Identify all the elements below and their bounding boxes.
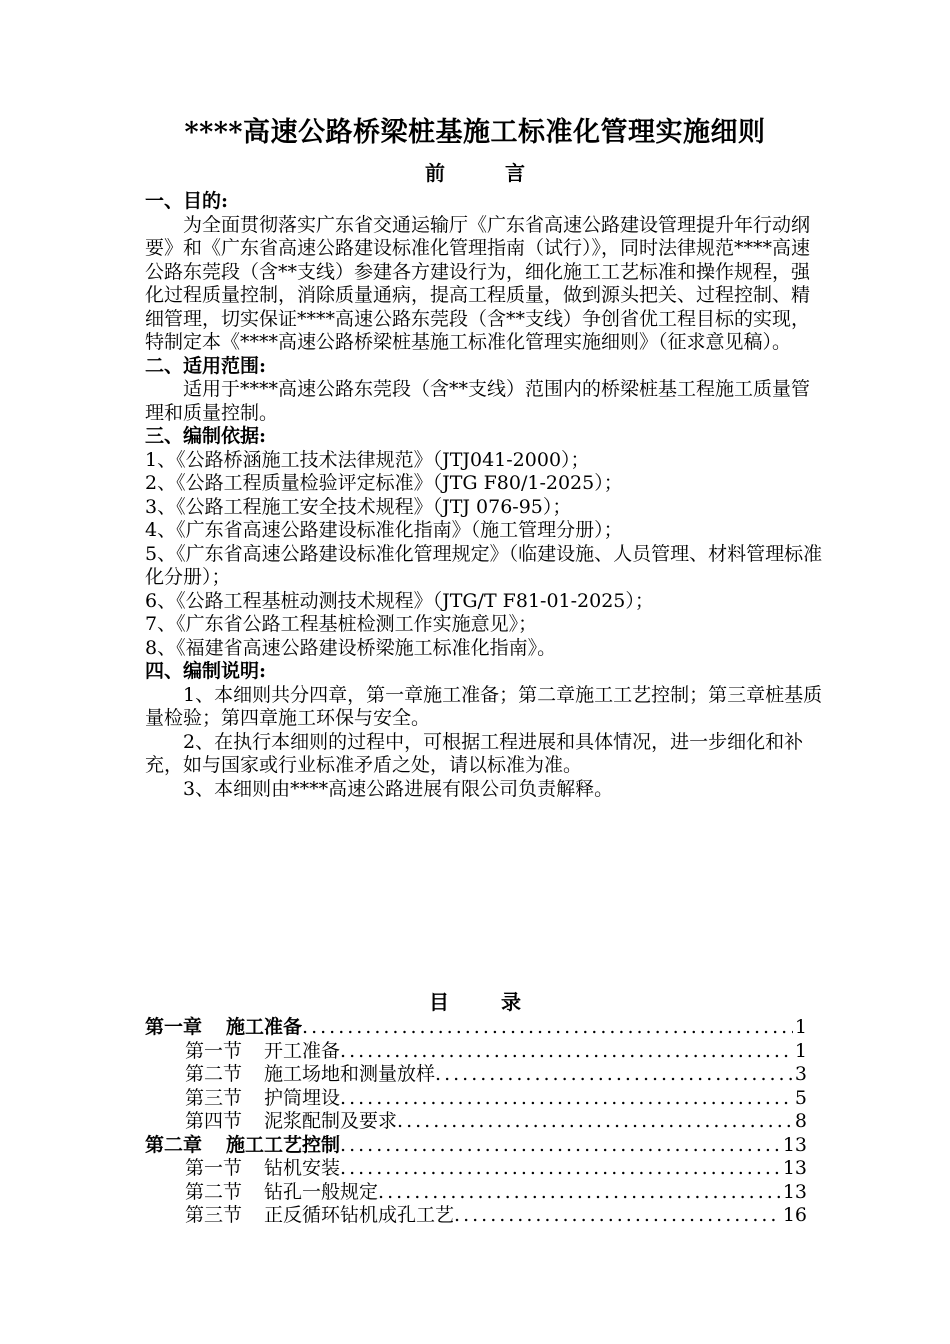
toc-leader-dots bbox=[435, 1063, 793, 1087]
toc-entry-number: 第二节 bbox=[185, 1063, 243, 1085]
toc-entry-page: 1 bbox=[794, 1039, 807, 1062]
toc-entry-label: 正反循环钻机成孔工艺 bbox=[264, 1204, 455, 1226]
section-heading-basis: 三、编制依据: bbox=[145, 425, 267, 447]
toc-entry-page: 8 bbox=[794, 1110, 807, 1132]
basis-item: 2、《公路工程质量检验评定标准》（JTG F80/1-2025）； bbox=[145, 472, 623, 494]
toc-entry-number: 第一节 bbox=[185, 1157, 243, 1179]
toc-entry-label: 开工准备 bbox=[264, 1039, 341, 1062]
section-heading-notes: 四、编制说明: bbox=[145, 660, 267, 682]
scope-paragraph: 适用于****高速公路东莞段（含**支线）范围内的桥梁桩基工程施工质量管理和质量控制。 bbox=[145, 378, 811, 424]
toc-entry-label: 施工工艺控制 bbox=[226, 1133, 341, 1156]
toc-leader-dots bbox=[340, 1087, 793, 1111]
basis-item: 6、《公路工程基桩动测技术规程》（JTG/T F81-01-2025）； bbox=[145, 589, 654, 612]
toc-leader-dots bbox=[340, 1134, 781, 1158]
table-of-contents bbox=[145, 1016, 807, 1228]
section-heading-purpose: 一、目的: bbox=[145, 190, 229, 212]
toc-entry-page: 16 bbox=[782, 1204, 807, 1226]
toc-entry-label: 泥浆配制及要求 bbox=[264, 1110, 398, 1132]
toc-section-entry[interactable] bbox=[145, 1110, 807, 1134]
basis-item: 8、《福建省高速公路建设桥梁施工标准化指南》。 bbox=[145, 636, 557, 659]
toc-entry-page: 13 bbox=[782, 1133, 807, 1156]
toc-section-entry[interactable] bbox=[145, 1087, 807, 1111]
toc-section-entry[interactable] bbox=[145, 1204, 807, 1228]
toc-entry-number: 第三节 bbox=[185, 1204, 243, 1226]
toc-entry-number: 第四节 bbox=[185, 1110, 243, 1132]
toc-entry-page: 3 bbox=[794, 1063, 807, 1085]
basis-item: 5、《广东省高速公路建设标准化管理规定》（临建设施、人员管理、材料管理标准化分册）； bbox=[145, 542, 823, 588]
basis-item: 7、《广东省公路工程基桩检测工作实施意见》； bbox=[145, 613, 538, 635]
toc-chapter-entry[interactable] bbox=[145, 1134, 807, 1158]
toc-leader-dots bbox=[454, 1204, 781, 1228]
toc-leader-dots bbox=[340, 1157, 781, 1181]
preface-heading: 前言 bbox=[425, 161, 585, 185]
document-title: ****高速公路桥梁桩基施工标准化管理实施细则 bbox=[184, 117, 766, 148]
notes-item: 2、在执行本细则的过程中，可根据工程进展和具体情况，进一步细化和补充，如与国家或行业标准矛盾之处，请以标准为准。 bbox=[145, 730, 804, 776]
toc-entry-number: 第一节 bbox=[185, 1039, 243, 1062]
basis-item: 4、《广东省高速公路建设标准化指南》（施工管理分册）； bbox=[145, 519, 623, 541]
toc-section-entry[interactable] bbox=[145, 1181, 807, 1205]
toc-section-entry[interactable] bbox=[145, 1063, 807, 1087]
toc-leader-dots bbox=[340, 1040, 793, 1064]
toc-section-entry[interactable] bbox=[145, 1040, 807, 1064]
toc-entry-label: 钻孔一般规定 bbox=[264, 1180, 379, 1203]
basis-item: 3、《公路工程施工安全技术规程》（JTJ 076-95）； bbox=[145, 495, 572, 518]
toc-entry-number: 第二节 bbox=[185, 1180, 243, 1203]
toc-entry-page: 1 bbox=[794, 1016, 807, 1038]
toc-entry-label: 施工准备 bbox=[226, 1016, 303, 1038]
toc-leader-dots bbox=[302, 1016, 793, 1040]
notes-item: 1、本细则共分四章，第一章施工准备；第二章施工工艺控制；第三章桩基质量检验；第四章施工环保与安全。 bbox=[145, 683, 823, 729]
toc-entry-number: 第一章 bbox=[145, 1016, 203, 1038]
basis-item: 1、《公路桥涵施工技术法律规范》（JTJ041-2000）； bbox=[145, 448, 590, 471]
toc-entry-page: 13 bbox=[782, 1157, 807, 1179]
toc-entry-number: 第二章 bbox=[145, 1133, 203, 1156]
section-heading-scope: 二、适用范围: bbox=[145, 354, 267, 377]
toc-entry-page: 13 bbox=[782, 1180, 807, 1203]
toc-entry-label: 施工场地和测量放样 bbox=[264, 1063, 436, 1085]
toc-entry-label: 护筒埋设 bbox=[264, 1086, 341, 1109]
notes-item: 3、本细则由****高速公路进展有限公司负责解释。 bbox=[183, 777, 614, 800]
toc-chapter-entry[interactable] bbox=[145, 1016, 807, 1040]
toc-leader-dots bbox=[397, 1110, 793, 1134]
preface-body bbox=[145, 190, 825, 801]
toc-leader-dots bbox=[378, 1181, 781, 1205]
toc-heading: 目录 bbox=[429, 990, 573, 1014]
purpose-paragraph: 为全面贯彻落实广东省交通运输厅《广东省高速公路建设管理提升年行动纲要》和《广东省高速公路建设标准化管理指南（试行）》，同时法律规范****高速公路东莞段（含**支线）参建各方建设行为，细化施工工艺标准和操作规程，强化过程质量控制，消除质量通病，提高工程质量，做到源头把关、过程控制、精细管理，切实保证****高速公路东莞段（含**支线）争创省优工程目标的实现，特制定本《****高速公路桥梁桩基施工标准化管理实施细则》（征求意见稿）。 bbox=[145, 213, 811, 353]
toc-entry-number: 第三节 bbox=[185, 1086, 243, 1109]
toc-section-entry[interactable] bbox=[145, 1157, 807, 1181]
toc-entry-page: 5 bbox=[794, 1086, 807, 1109]
toc-entry-label: 钻机安装 bbox=[264, 1157, 341, 1179]
